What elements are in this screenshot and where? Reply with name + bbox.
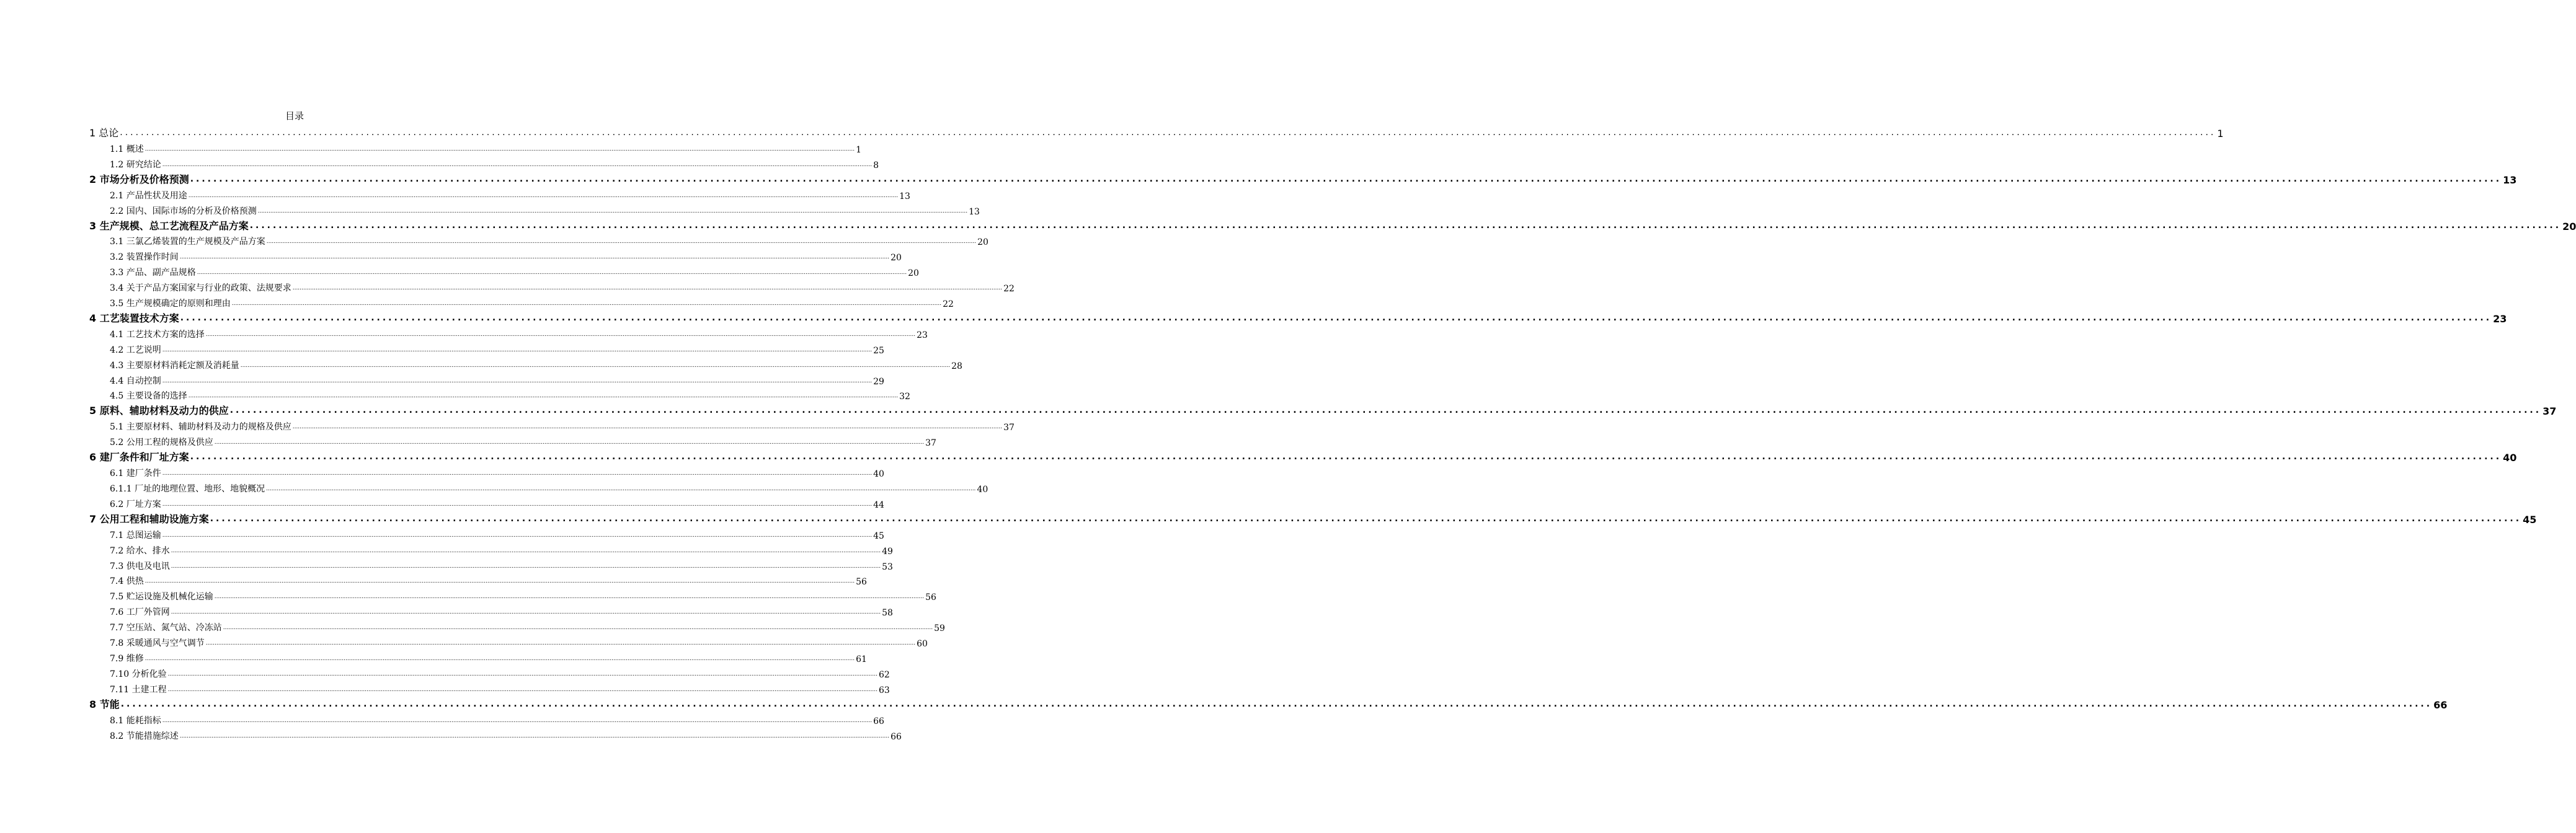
toc-entry-page-number: 58 — [882, 608, 893, 619]
toc-section-entry[interactable] — [89, 263, 919, 279]
dot-leader: ................................................................................................................................................................................................................................................................................................................................................................................................................ — [179, 733, 890, 739]
toc-section-entry[interactable] — [89, 649, 867, 664]
toc-entry-label: 1.2 研究结论 — [110, 159, 161, 170]
dot-leader: ................................................................................................................................................................................................................................................................................................................................................................................................................ — [205, 331, 916, 338]
toc-entry-label: 3.5 生产规模确定的原则和理由 — [110, 299, 231, 309]
toc-section-entry[interactable] — [89, 541, 893, 557]
toc-entry-page-number: 23 — [2493, 313, 2507, 325]
dot-leader: ................................................................................................................................................................................................................................................................................................................................................................................................................ — [197, 270, 907, 276]
toc-section-entry[interactable] — [89, 526, 884, 541]
toc-entry-page-number: 20 — [908, 268, 919, 279]
toc-section-entry[interactable] — [89, 602, 893, 619]
dot-leader: ................................................................................................................................................................................................................................................................................................................................................................................................................ — [188, 192, 899, 199]
dot-leader: ................................................................................................................................................................................................................................................................................................................................................................................................................ — [229, 405, 2542, 416]
toc-entry-label: 4.3 主要原材料消耗定额及消耗量 — [110, 360, 239, 371]
toc-entry-label: 7.7 空压站、氮气站、冷冻站 — [110, 623, 222, 633]
toc-entry-label: 8 节能 — [89, 698, 120, 710]
toc-entry-page-number: 56 — [925, 593, 936, 603]
toc-entry-label: 4.4 自动控制 — [110, 376, 161, 386]
toc-section-entry[interactable] — [89, 232, 988, 248]
toc-entry-page-number: 23 — [917, 330, 928, 340]
toc-entry-page-number: 66 — [2433, 699, 2448, 711]
toc-section-entry[interactable] — [89, 325, 928, 340]
toc-entry-page-number: 13 — [969, 206, 980, 217]
toc-section-entry[interactable] — [89, 294, 954, 310]
toc-section-entry[interactable] — [89, 464, 884, 480]
dot-leader: ................................................................................................................................................................................................................................................................................................................................................................................................................ — [144, 655, 855, 662]
toc-entry-page-number: 22 — [943, 299, 954, 310]
dot-leader: ................................................................................................................................................................................................................................................................................................................................................................................................................ — [190, 452, 2502, 462]
dot-leader: ................................................................................................................................................................................................................................................................................................................................................................................................................ — [179, 254, 890, 261]
toc-chapter-entry[interactable] — [89, 309, 2507, 325]
dot-leader: ................................................................................................................................................................................................................................................................................................................................................................................................................ — [292, 424, 1003, 431]
toc-entry-page-number: 32 — [899, 392, 910, 402]
dot-leader: ................................................................................................................................................................................................................................................................................................................................................................................................................ — [266, 239, 977, 245]
dot-leader: ................................................................................................................................................................................................................................................................................................................................................................................................................ — [144, 578, 855, 585]
toc-entry-label: 6 建厂条件和厂址方案 — [89, 451, 189, 464]
toc-entry-page-number: 37 — [2543, 405, 2557, 418]
toc-entry-label: 8.1 能耗指标 — [110, 715, 161, 726]
toc-entry-label: 7.10 分析化验 — [110, 669, 167, 679]
toc-section-entry[interactable] — [89, 387, 910, 402]
dot-leader: ................................................................................................................................................................................................................................................................................................................................................................................................................ — [167, 686, 877, 693]
toc-entry-page-number: 40 — [873, 469, 884, 480]
toc-entry-page-number: 40 — [2503, 452, 2517, 464]
dot-leader: ................................................................................................................................................................................................................................................................................................................................................................................................................ — [162, 346, 873, 353]
toc-section-entry[interactable] — [89, 479, 988, 495]
toc-section-entry[interactable] — [89, 356, 962, 371]
dot-leader: ................................................................................................................................................................................................................................................................................................................................................................................................................ — [205, 640, 916, 647]
toc-entry-label: 3.1 三氯乙烯装置的生产规模及产品方案 — [110, 237, 265, 247]
dot-leader: ................................................................................................................................................................................................................................................................................................................................................................................................................ — [180, 313, 2492, 324]
toc-entry-label: 1 总论 — [89, 127, 119, 139]
toc-chapter-entry[interactable] — [89, 695, 2448, 711]
toc-section-entry[interactable] — [89, 340, 884, 356]
dot-leader: ................................................................................................................................................................................................................................................................................................................................................................................................................ — [162, 501, 873, 508]
toc-entry-label: 4 工艺装置技术方案 — [89, 312, 179, 325]
toc-entry-page-number: 66 — [873, 716, 884, 726]
toc-entry-page-number: 37 — [1003, 423, 1015, 433]
toc-entry-page-number: 62 — [878, 669, 890, 680]
toc-section-entry[interactable] — [89, 247, 902, 263]
toc-entry-page-number: 8 — [873, 160, 879, 170]
toc-entry-page-number: 40 — [977, 485, 988, 495]
toc-entry-label: 3 生产规模、总工艺流程及产品方案 — [89, 219, 249, 232]
dot-leader: ................................................................................................................................................................................................................................................................................................................................................................................................................ — [162, 532, 873, 539]
dot-leader: ................................................................................................................................................................................................................................................................................................................................................................................................................ — [171, 547, 881, 554]
toc-entry-label: 7.8 采暖通风与空气调节 — [110, 638, 205, 649]
dot-leader: ................................................................................................................................................................................................................................................................................................................................................................................................................ — [240, 362, 951, 369]
toc-entry-page-number: 45 — [873, 531, 884, 541]
toc-chapter-entry[interactable] — [89, 448, 2517, 464]
dot-leader: ................................................................................................................................................................................................................................................................................................................................................................................................................ — [223, 625, 933, 632]
toc-entry-page-number: 20 — [890, 253, 902, 263]
toc-entry-label: 5.2 公用工程的规格及供应 — [110, 438, 213, 448]
toc-entry-label: 2.2 国内、国际市场的分析及价格预测 — [110, 206, 257, 216]
toc-entry-page-number: 44 — [873, 500, 884, 510]
dot-leader: ................................................................................................................................................................................................................................................................................................................................................................................................................ — [188, 393, 899, 400]
toc-section-entry[interactable] — [89, 726, 902, 742]
toc-entry-label: 7.4 供热 — [110, 576, 144, 587]
toc-entry-label: 7.2 给水、排水 — [110, 545, 170, 556]
toc-entry-label: 2.1 产品性状及用途 — [110, 190, 187, 201]
toc-entry-page-number: 20 — [2562, 220, 2576, 232]
dot-leader: ................................................................................................................................................................................................................................................................................................................................................................................................................ — [214, 594, 925, 601]
dot-leader: ................................................................................................................................................................................................................................................................................................................................................................................................................ — [120, 128, 2216, 138]
toc-entry-page-number: 60 — [917, 639, 928, 650]
dot-leader: ................................................................................................................................................................................................................................................................................................................................................................................................................ — [171, 609, 881, 616]
toc-entry-label: 6.2 厂址方案 — [110, 499, 161, 509]
toc-entry-label: 7.9 维修 — [110, 653, 144, 664]
toc-chapter-entry[interactable] — [89, 170, 2517, 186]
dot-leader: ................................................................................................................................................................................................................................................................................................................................................................................................................ — [171, 563, 881, 570]
toc-entry-page-number: 61 — [856, 654, 867, 664]
toc-section-entry[interactable] — [89, 633, 928, 650]
dot-leader: ................................................................................................................................................................................................................................................................................................................................................................................................................ — [167, 671, 877, 677]
toc-entry-label: 3.4 关于产品方案国家与行业的政策、法规要求 — [110, 283, 291, 294]
toc-entry-label: 3.2 装置操作时间 — [110, 252, 179, 263]
dot-leader: ................................................................................................................................................................................................................................................................................................................................................................................................................ — [231, 301, 942, 307]
toc-section-entry[interactable] — [89, 371, 884, 387]
toc-entry-label: 4.1 工艺技术方案的选择 — [110, 329, 205, 340]
toc-entry-label: 7 公用工程和辅助设施方案 — [89, 513, 209, 525]
dot-leader: ................................................................................................................................................................................................................................................................................................................................................................................................................ — [162, 717, 873, 724]
dot-leader: ................................................................................................................................................................................................................................................................................................................................................................................................................ — [190, 174, 2502, 184]
toc-entry-label: 5.1 主要原材料、辅助材料及动力的规格及供应 — [110, 422, 291, 433]
toc-section-entry[interactable] — [89, 557, 893, 572]
dot-leader: ................................................................................................................................................................................................................................................................................................................................................................................................................ — [292, 285, 1003, 292]
toc-entry-page-number: 13 — [899, 191, 910, 201]
toc-section-entry[interactable] — [89, 711, 884, 726]
toc-entry-label: 4.2 工艺说明 — [110, 345, 161, 355]
dot-leader: ................................................................................................................................................................................................................................................................................................................................................................................................................ — [162, 377, 873, 384]
toc-entry-page-number: 29 — [873, 376, 884, 387]
dot-leader: ................................................................................................................................................................................................................................................................................................................................................................................................................ — [214, 439, 925, 446]
toc-entry-page-number: 66 — [890, 731, 902, 742]
toc-entry-label: 7.1 总图运输 — [110, 530, 161, 540]
toc-entry-label: 7.11 土建工程 — [110, 684, 167, 695]
toc-entry-page-number: 53 — [882, 562, 893, 572]
toc-entry-page-number: 63 — [878, 685, 890, 695]
toc-entry-label: 4.5 主要设备的选择 — [110, 391, 187, 402]
dot-leader: ................................................................................................................................................................................................................................................................................................................................................................................................................ — [120, 699, 2433, 709]
toc-entry-page-number: 1 — [856, 144, 861, 155]
toc-section-entry[interactable] — [89, 572, 867, 588]
dot-leader: ................................................................................................................................................................................................................................................................................................................................................................................................................ — [144, 146, 855, 152]
toc-chapter-entry[interactable] — [89, 124, 2224, 139]
table-of-contents — [89, 124, 2576, 742]
toc-section-entry[interactable] — [89, 618, 945, 634]
dot-leader: ................................................................................................................................................................................................................................................................................................................................................................................................................ — [257, 208, 968, 214]
toc-section-entry[interactable] — [89, 139, 861, 155]
toc-entry-page-number: 37 — [925, 438, 936, 449]
toc-chapter-entry[interactable] — [89, 402, 2557, 418]
toc-chapter-entry[interactable] — [89, 217, 2576, 232]
dot-leader: ................................................................................................................................................................................................................................................................................................................................................................................................................ — [162, 161, 873, 168]
toc-entry-label: 6.1.1 厂址的地理位置、地形、地貌概况 — [110, 484, 265, 495]
toc-chapter-entry[interactable] — [89, 510, 2537, 526]
toc-entry-page-number: 20 — [977, 237, 988, 248]
toc-title: 目录 — [285, 110, 304, 121]
toc-entry-page-number: 59 — [934, 624, 945, 634]
toc-entry-page-number: 56 — [856, 577, 867, 588]
toc-section-entry[interactable] — [89, 417, 1015, 433]
dot-leader: ................................................................................................................................................................................................................................................................................................................................................................................................................ — [249, 220, 2562, 231]
dot-leader: ................................................................................................................................................................................................................................................................................................................................................................................................................ — [210, 513, 2522, 524]
toc-section-entry[interactable] — [89, 186, 910, 201]
toc-entry-page-number: 13 — [2503, 174, 2517, 186]
toc-entry-label: 7.3 供电及电讯 — [110, 561, 170, 571]
toc-section-entry[interactable] — [89, 201, 980, 217]
toc-entry-label: 5 原料、辅助材料及动力的供应 — [89, 405, 229, 417]
toc-entry-page-number: 49 — [882, 546, 893, 557]
toc-entry-label: 7.5 贮运设施及机械化运输 — [110, 592, 213, 602]
toc-section-entry[interactable] — [89, 495, 884, 510]
dot-leader: ................................................................................................................................................................................................................................................................................................................................................................................................................ — [162, 470, 873, 477]
toc-entry-page-number: 25 — [873, 345, 884, 356]
toc-entry-page-number: 1 — [2217, 128, 2224, 139]
toc-entry-label: 1.1 概述 — [110, 144, 144, 154]
toc-entry-label: 8.2 节能措施综述 — [110, 731, 179, 741]
toc-entry-label: 7.6 工厂外管网 — [110, 607, 170, 618]
toc-section-entry[interactable] — [89, 680, 890, 695]
toc-entry-page-number: 22 — [1003, 284, 1015, 294]
toc-section-entry[interactable] — [89, 433, 936, 449]
toc-entry-label: 3.3 产品、副产品规格 — [110, 268, 196, 278]
toc-section-entry[interactable] — [89, 587, 936, 603]
toc-entry-page-number: 45 — [2523, 513, 2537, 526]
dot-leader: ................................................................................................................................................................................................................................................................................................................................................................................................................ — [266, 486, 976, 493]
toc-entry-page-number: 28 — [951, 361, 962, 371]
toc-section-entry[interactable] — [89, 278, 1015, 294]
toc-section-entry[interactable] — [89, 155, 879, 170]
toc-entry-label: 2 市场分析及价格预测 — [89, 173, 189, 185]
toc-section-entry[interactable] — [89, 664, 890, 680]
toc-entry-label: 6.1 建厂条件 — [110, 469, 161, 479]
